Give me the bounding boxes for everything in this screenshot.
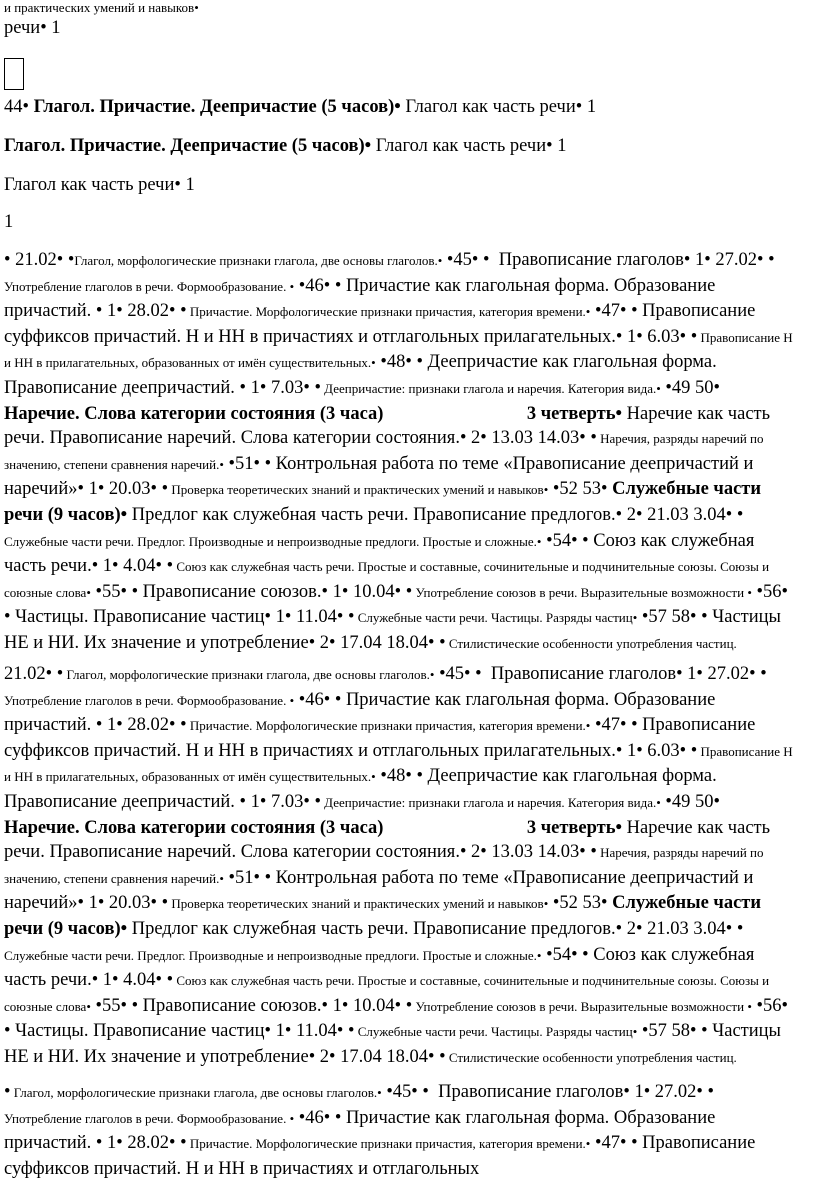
topic-description: Правописание Н и НН в прилагательных, образованных от имён существительных.• (4, 743, 796, 785)
heading-bold-title: Глагол. Причастие. Деепричастие (5 часов)• (33, 97, 401, 117)
topic-description: Глагол, морфологические признаки глагола, две основы глаголов.• (10, 1085, 382, 1100)
lesson-entry: •51• • Контрольная работа по теме «Правописание деепричастий и наречий»• 1• 20.03• • (4, 453, 759, 500)
topic-description: Союз как служебная часть речи. Простые и составные, сочинительные и подчинительные союзы. Союзы и союзные слова• (4, 559, 773, 600)
block-lead: • 21.02• • (4, 250, 75, 270)
heading-rest-2: Глагол как часть речи• 1 (375, 136, 567, 156)
empty-table-cell (4, 58, 24, 90)
lesson-entry: •52 53• (548, 893, 608, 914)
topic-description: Служебные части речи. Предлог. Производные и непроизводные предлоги. Простые и сложные.• (4, 921, 747, 963)
lesson-entry (383, 818, 526, 838)
lesson-entry: •46• • Причастие как глагольная форма. Образование причастий. • 1• 28.02• • (4, 1107, 720, 1154)
lesson-entry: Наречие как часть речи. Правописание наречий. Слова категории состояния.• 2• 13.03 14.03• • (4, 817, 775, 863)
lesson-block-1 (4, 248, 794, 657)
glagol-line: Глагол как часть речи• 1 (4, 175, 195, 195)
topic-description: Причастие. Морфологические признаки причастия, категория времени.• (186, 1136, 591, 1152)
lesson-entry: •48• • Деепричастие как глагольная форма. Правописание деепричастий. • 1• 7.03• • (4, 352, 722, 398)
top-fragment-line: и практических умений и навыков• (4, 0, 199, 15)
topic-description: Употребление глаголов в речи. Формообразование. • (4, 1085, 718, 1126)
lesson-entry: •47• • Правописание суффиксов причастий. Н и НН в причастиях и отглагольных прилагательных.• 1• 6.03• • (4, 715, 760, 761)
lesson-entry: •47• • Правописание суффиксов причастий. Н и НН в причастиях и отглагольных (4, 1133, 760, 1179)
lesson-block-3 (4, 1080, 794, 1181)
topic-description: Употребление глаголов в речи. Формообразование. • (4, 253, 778, 294)
topic-description: Союз как служебная часть речи. Простые и составные, сочинительные и подчинительные союзы. Союзы и союзные слова• (4, 973, 773, 1014)
lesson-entry: •55• • Правописание союзов.• 1• 10.04• • (90, 995, 413, 1016)
topic-description: Служебные части речи. Предлог. Производные и непроизводные предлоги. Простые и сложные.• (4, 507, 747, 549)
lesson-entry: •49 50• (660, 377, 721, 398)
lesson-entry: •46• • Причастие как глагольная форма. Образование причастий. • 1• 28.02• • (4, 275, 720, 322)
lesson-entry: Предлог как служебная часть речи. Правописание предлогов.• 2• 21.03 3.04• • (127, 918, 744, 939)
lesson-entry: •46• • Причастие как глагольная форма. Образование причастий. • 1• 28.02• • (4, 689, 720, 736)
topic-description: Служебные части речи. Частицы. Разряды частиц• (354, 1024, 638, 1040)
topic-description: Наречия, разряды наречий по значению, степени сравнения наречий.• (4, 431, 767, 472)
heading-rest: Глагол как часть речи• 1 (405, 97, 597, 117)
lesson-entry: Предлог как служебная часть речи. Правописание предлогов.• 2• 21.03 3.04• • (127, 504, 744, 525)
lesson-entry: •45• • Правописание глаголов• 1• 27.02• • (381, 1082, 714, 1102)
lesson-entry: •51• • Контрольная работа по теме «Правописание деепричастий и наречий»• 1• 20.03• • (4, 867, 759, 914)
topic-description: Глагол, морфологические признаки глагола, две основы глаголов.• (63, 667, 435, 682)
lesson-entry: •52 53• (548, 479, 608, 500)
lesson-entry: •57 58• • Частицы НЕ и НИ. Их значение и употребление• 2• 17.04 18.04• • (4, 607, 786, 653)
topic-description: Употребление союзов в речи. Выразительные возможности • (412, 998, 752, 1014)
lesson-entry: •56• • Частицы. Правописание частиц• 1• 11.04• • (4, 995, 793, 1042)
heading-row-1 (4, 97, 596, 118)
lesson-entry: •57 58• • Частицы НЕ и НИ. Их значение и употребление• 2• 17.04 18.04• • (4, 1021, 786, 1067)
topic-description: Употребление глаголов в речи. Формообразование. • (4, 667, 770, 708)
topic-description: Причастие. Морфологические признаки причастия, категория времени.• (186, 304, 591, 320)
topic-description: Причастие. Морфологические признаки причастия, категория времени.• (186, 718, 591, 734)
bold-section-title: Служебные части речи (9 часов)• (4, 893, 766, 939)
lesson-entry: •45• • Правописание глаголов• 1• 27.02• • (434, 664, 767, 684)
topic-description: Употребление союзов в речи. Выразительные возможности • (412, 584, 752, 600)
bold-section-title: Наречие. Слова категории состояния (3 часа) (4, 377, 725, 424)
heading-bold-title-2: Глагол. Причастие. Деепричастие (5 часов)• (4, 136, 372, 156)
topic-description: Деепричастие: признаки глагола и наречия. Категория вида.• (320, 794, 661, 810)
lesson-entry: •54• • Союз как служебная часть речи.• 1• 4.04• • (4, 530, 760, 577)
block-lead: 21.02• • (4, 664, 64, 684)
lesson-entry: •54• • Союз как служебная часть речи.• 1• 4.04• • (4, 944, 760, 991)
bold-section-title: Служебные части речи (9 часов)• (4, 479, 766, 525)
bold-section-title: 3 четверть• (526, 817, 623, 838)
block-lead: • (4, 1082, 11, 1102)
lesson-entry: •56• • Частицы. Правописание частиц• 1• 11.04• • (4, 581, 793, 628)
topic-description: Проверка теоретических знаний и практических умений и навыков• (168, 482, 549, 498)
topic-description: Проверка теоретических знаний и практических умений и навыков• (168, 896, 549, 912)
top-fragment-line-2: речи• 1 (4, 18, 61, 38)
topic-description: Стилистические особенности употребления частиц. (445, 1049, 737, 1065)
bold-section-title: 3 четверть• (526, 403, 623, 424)
lesson-entry: •47• • Правописание суффиксов причастий. Н и НН в причастиях и отглагольных прилагательных.• 1• 6.03• • (4, 301, 760, 347)
topic-description: Стилистические особенности употребления частиц. (445, 635, 737, 651)
lesson-entry (383, 404, 526, 424)
count-line: 1 (4, 212, 14, 232)
lesson-entry: •55• • Правописание союзов.• 1• 10.04• • (90, 581, 413, 602)
heading-number: 44• (4, 97, 29, 117)
topic-description: Правописание Н и НН в прилагательных, образованных от имён существительных.• (4, 329, 796, 371)
topic-description: Деепричастие: признаки глагола и наречия. Категория вида.• (320, 380, 661, 396)
lesson-entry: •45• • Правописание глаголов• 1• 27.02• • (442, 250, 775, 270)
topic-description: Наречия, разряды наречий по значению, степени сравнения наречий.• (4, 845, 767, 886)
lesson-entry: Наречие как часть речи. Правописание наречий. Слова категории состояния.• 2• 13.03 14.03• • (4, 403, 775, 449)
bold-section-title: Наречие. Слова категории состояния (3 часа) (4, 791, 725, 838)
lesson-block-2 (4, 662, 794, 1071)
lesson-entry: •49 50• (660, 791, 721, 812)
lesson-entry: •48• • Деепричастие как глагольная форма. Правописание деепричастий. • 1• 7.03• • (4, 766, 722, 812)
topic-description: Глагол, морфологические признаки глагола, две основы глаголов.• (74, 253, 443, 268)
topic-description: Служебные части речи. Частицы. Разряды частиц• (354, 610, 638, 626)
heading-row-2 (4, 136, 566, 157)
